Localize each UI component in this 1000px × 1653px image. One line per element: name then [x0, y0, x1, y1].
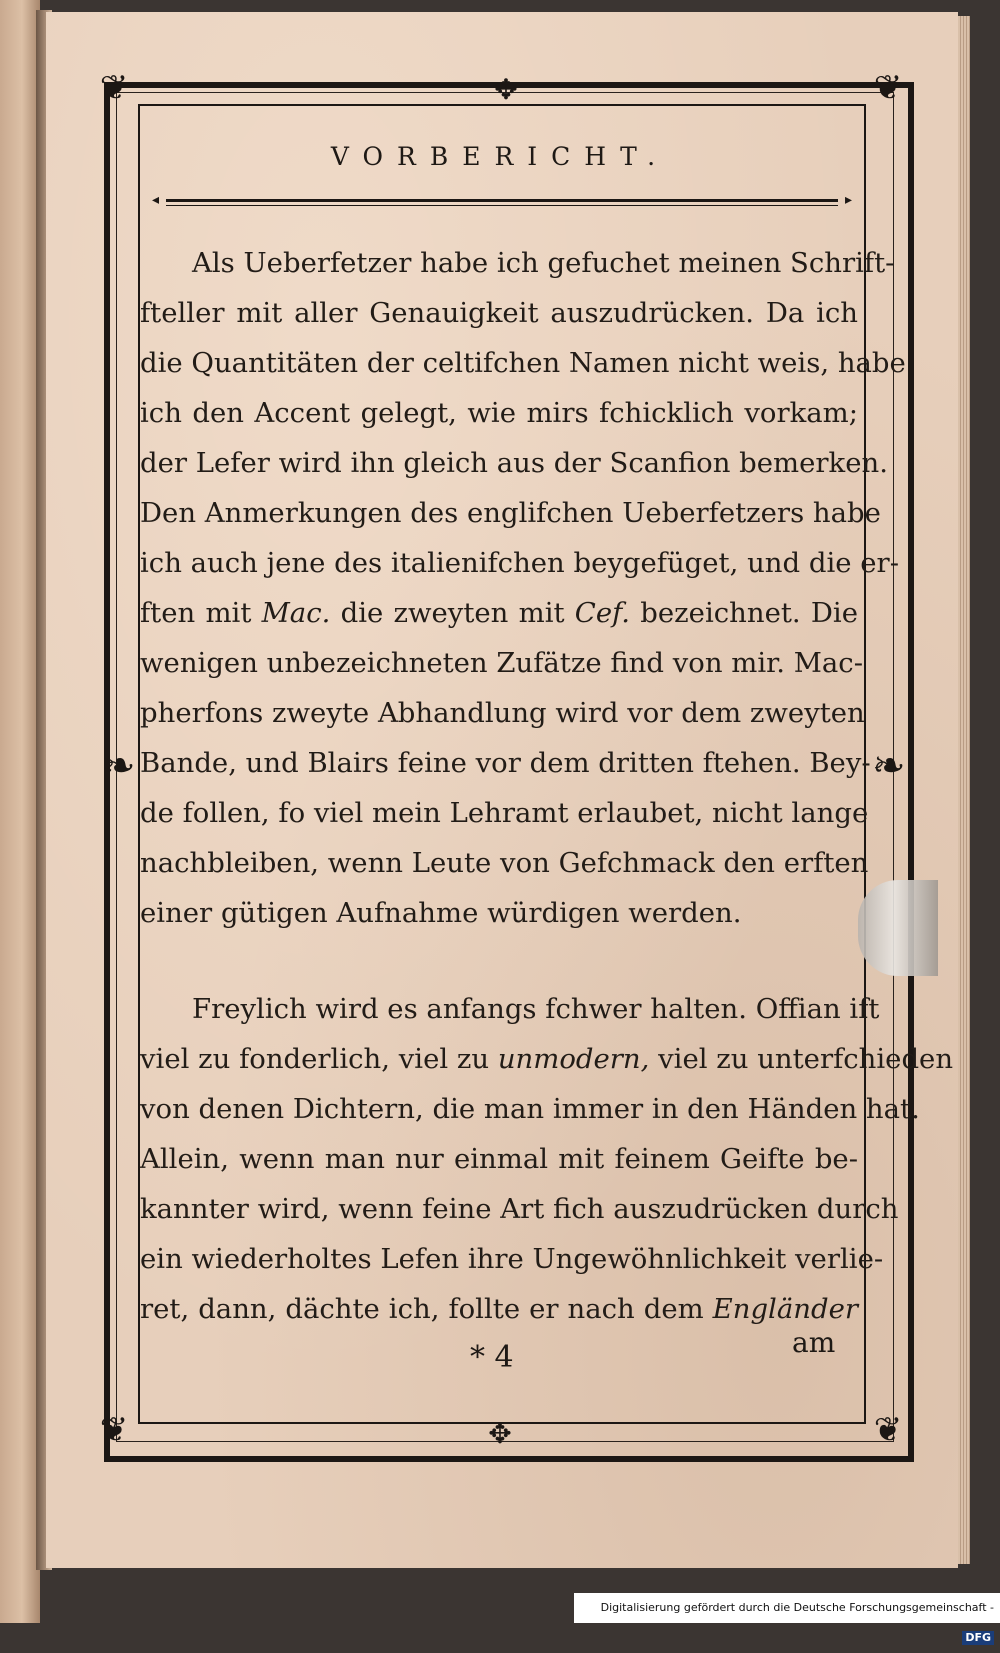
text-line: der Lefer wird ihn gleich aus der Scanfion bemerken.	[140, 447, 888, 479]
text-line: einer gütigen Aufnahme würdigen werden.	[140, 897, 742, 929]
paragraph-1	[140, 238, 906, 938]
signature-mark: * 4	[470, 1340, 514, 1375]
text-line: pherfons zweyte Abhandlung wird vor dem zweyten	[140, 697, 865, 729]
corner-ornament-icon: ❦	[873, 68, 903, 108]
text-line: de follen, fo viel mein Lehramt erlaubet, nicht lange	[140, 797, 869, 829]
text-line: viel zu fonderlich, viel zu unmodern, viel zu unterfchieden	[140, 1043, 954, 1075]
bottom-ornament-icon: ✥	[488, 1417, 512, 1450]
rule-cap-icon: ◂	[152, 192, 160, 208]
catchword: am	[792, 1326, 836, 1359]
text-line: ich auch jene des italienifchen beygefüget, und die er-	[140, 547, 899, 579]
heading-rule	[152, 192, 852, 208]
text-line: die Quantitäten der celtifchen Namen nicht weis, habe	[140, 347, 906, 379]
corner-ornament-icon: ❦	[99, 68, 129, 108]
text-line: nachbleiben, wenn Leute von Gefchmack den erften	[140, 847, 869, 879]
paragraph-2	[140, 984, 954, 1334]
corner-ornament-icon: ❦	[99, 1410, 129, 1450]
text-line: fteller mit aller Genauigkeit auszudrücken. Da ich	[140, 297, 858, 329]
top-ornament-icon: ✥	[494, 73, 518, 106]
text-line: wenigen unbezeichneten Zufätze find von mir. Mac-	[140, 647, 864, 679]
page-heading: VORBERICHT.	[330, 142, 670, 171]
text-line: Freylich wird es anfangs fchwer halten. Offian ift	[192, 993, 880, 1025]
side-ornament-icon: ❧	[872, 743, 906, 789]
footer-text: Digitalisierung gefördert durch die Deutsche Forschungsgemeinschaft -	[600, 1601, 994, 1614]
text-line: ften mit Mac. die zweyten mit Cef. bezeichnet. Die	[140, 597, 858, 629]
text-line: Bande, und Blairs feine vor dem dritten ftehen. Bey-	[140, 747, 871, 779]
text-line: Als Ueberfetzer habe ich gefuchet meinen Schrift-	[192, 247, 895, 279]
left-page-edge	[0, 0, 40, 1623]
text-line: Allein, wenn man nur einmal mit feinem Geifte be-	[140, 1143, 858, 1175]
page-stack-edge	[958, 16, 970, 1564]
text-line: Den Anmerkungen des englifchen Ueberfetzers habe	[140, 497, 881, 529]
side-ornament-icon: ❧	[102, 743, 136, 789]
digitization-footer	[574, 1593, 1000, 1644]
text-line: von denen Dichtern, die man immer in den Händen hat.	[140, 1093, 920, 1125]
text-line: ret, dann, dächte ich, follte er nach dem Engländer	[140, 1293, 858, 1325]
text-line: ich den Accent gelegt, wie mirs fchicklich vorkam;	[140, 397, 858, 429]
page-clip	[858, 880, 938, 976]
text-line: ein wiederholtes Lefen ihre Ungewöhnlichkeit verlie-	[140, 1243, 884, 1275]
corner-ornament-icon: ❦	[873, 1410, 903, 1450]
text-line: kannter wird, wenn feine Art fich auszudrücken durch	[140, 1193, 899, 1225]
rule-cap-icon: ▸	[844, 192, 852, 208]
dfg-logo: DFG	[962, 1631, 994, 1645]
